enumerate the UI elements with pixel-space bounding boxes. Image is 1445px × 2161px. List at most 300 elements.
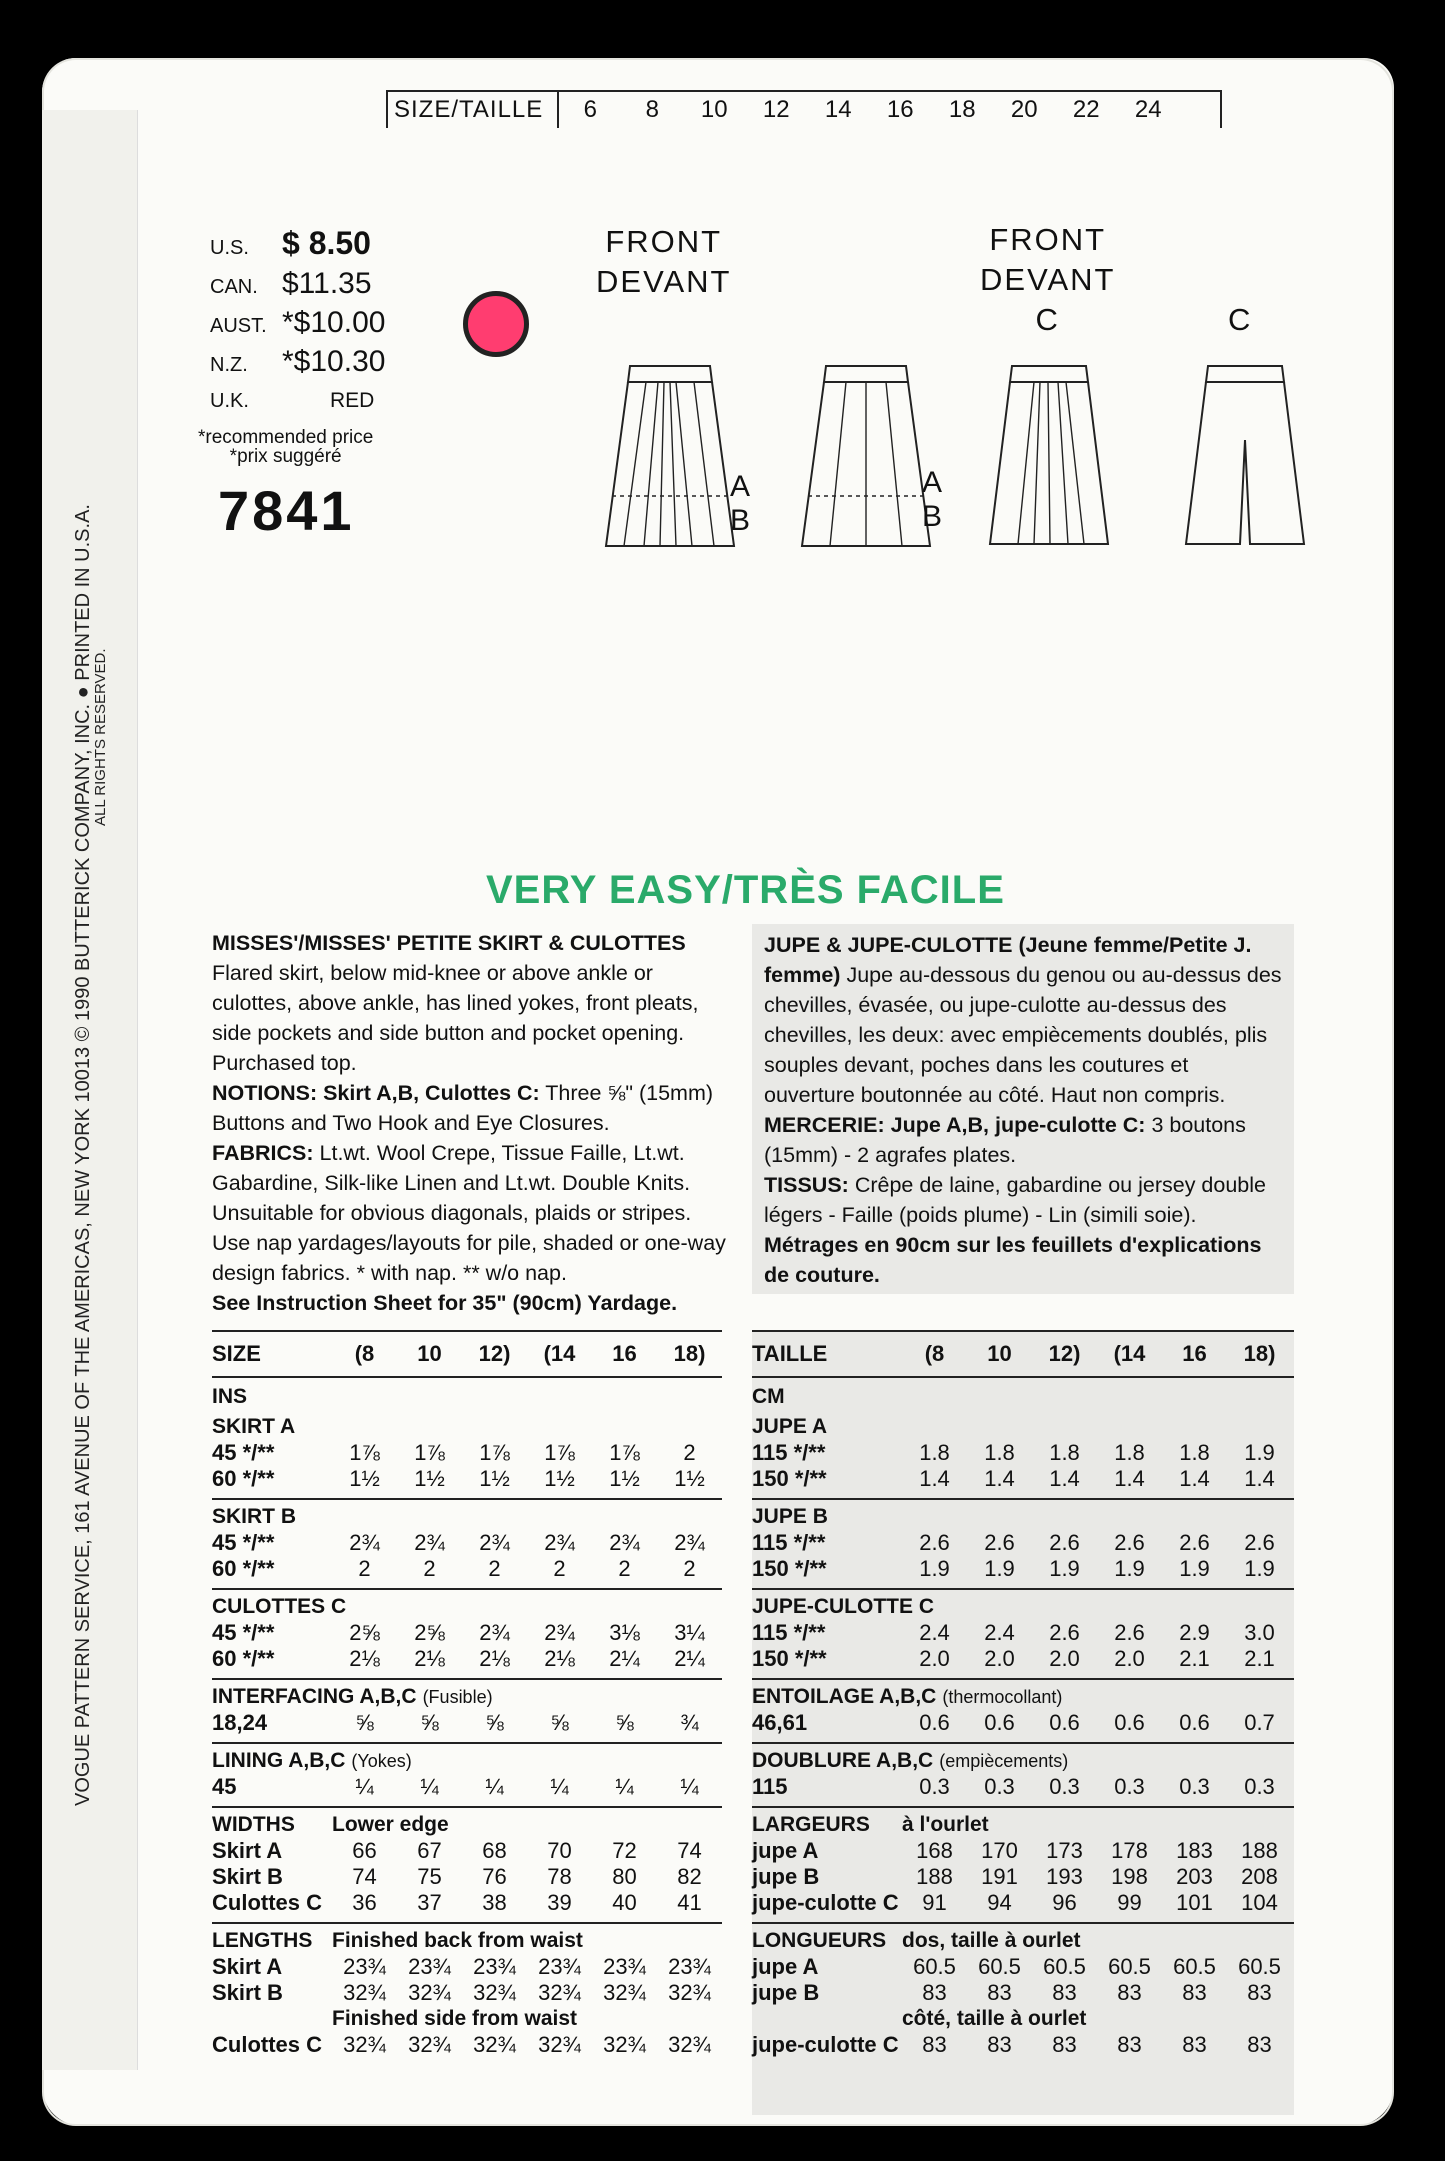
size-value: 8 [645, 96, 659, 123]
row-value: 208 [1241, 1864, 1278, 1889]
row-value: 32¾ [343, 2032, 386, 2057]
row-value: 2 [358, 1556, 371, 1581]
row-key: 150 */** [752, 1556, 827, 1581]
notions-views: Skirt A,B, Culottes C: [323, 1081, 540, 1105]
table-row [752, 1556, 1294, 1582]
mercerie-text: 3 boutons (15mm) - 2 agrafes plates. [764, 1113, 1246, 1167]
row-value: 74 [677, 1838, 702, 1863]
row-value: 1⅞ [544, 1440, 575, 1465]
row-value: 2.6 [984, 1530, 1015, 1555]
header-size: (8 [354, 1341, 375, 1366]
row-key: jupe B [752, 1980, 820, 2005]
row-value: 39 [547, 1890, 572, 1915]
section-title [752, 1684, 1294, 1710]
row-key: 45 */** [212, 1530, 275, 1555]
size-value: 24 [1134, 96, 1162, 123]
view-label-front-ab [596, 222, 731, 302]
row-value: 1.4 [919, 1466, 950, 1491]
row-value: 83 [1182, 2032, 1207, 2057]
section-title-text: DOUBLURE A,B,C [752, 1749, 934, 1772]
row-key: 45 */** [212, 1440, 275, 1465]
row-value: 2 [553, 1556, 566, 1581]
row-value: 0.3 [1114, 1774, 1145, 1799]
tissus-label: TISSUS: [764, 1173, 849, 1197]
section-title-text: LINING A,B,C [212, 1749, 346, 1772]
table-row [212, 1646, 722, 1672]
size-value: 18 [948, 96, 976, 123]
view-label-back-c [1228, 300, 1252, 340]
description-body-fr: Jupe au-dessous du genou ou au-dessus des chevilles, évasée, ou jupe-culotte au-dessus des chevilles, les deux: avec empiècements doublés, plis souples devant, poches dans les coutures et ouverture boutonnée au côté. Haut non compris. [764, 963, 1282, 1107]
row-value: 83 [922, 2032, 947, 2057]
row-value: 2⅛ [349, 1646, 380, 1671]
section-note: Finished side from waist [332, 2007, 578, 2030]
row-key: 46,61 [752, 1710, 808, 1735]
row-value: 76 [482, 1864, 507, 1889]
header-size: 12) [478, 1341, 511, 1366]
section-note: (empiècements) [939, 1751, 1069, 1771]
fabrics-label: FABRICS: [212, 1141, 314, 1165]
row-value: 2.0 [1049, 1646, 1080, 1671]
table-section [212, 1500, 722, 1590]
row-value: 1½ [479, 1466, 510, 1491]
table-row [752, 1530, 1294, 1556]
row-key: 60 */** [212, 1466, 275, 1491]
price-country: U.S. [210, 237, 249, 259]
row-value: 32¾ [668, 2032, 711, 2057]
row-value: 104 [1241, 1890, 1278, 1915]
row-value: 32¾ [603, 1980, 646, 2005]
row-key: Skirt A [212, 1838, 283, 1863]
row-value: 1.8 [1179, 1440, 1210, 1465]
row-value: 1.9 [1179, 1556, 1210, 1581]
row-value: 2.6 [1179, 1530, 1210, 1555]
row-value: 38 [482, 1890, 507, 1915]
row-value: 32¾ [668, 1980, 711, 2005]
row-value: 1.8 [919, 1440, 950, 1465]
row-value: 168 [916, 1838, 953, 1863]
units-label: INS [212, 1385, 248, 1408]
section-title [212, 1594, 722, 1620]
section-title [752, 1414, 1294, 1440]
table-section-widths [752, 1808, 1294, 1924]
row-value: 23¾ [668, 1954, 711, 1979]
table-row [212, 1530, 722, 1556]
difficulty-headline: VERY EASY/TRÈS FACILE [486, 868, 1005, 912]
row-value: 66 [352, 1838, 377, 1863]
recommended-en: *recommended price [198, 427, 374, 448]
table-section [212, 1680, 722, 1744]
row-value: 2¾ [609, 1530, 640, 1555]
row-value: ⅝ [615, 1710, 634, 1735]
size-value: 16 [886, 96, 914, 123]
metrages-text: Métrages en 90cm sur les feuillets d'explications de couture. [764, 1233, 1262, 1287]
culottes-front-illustration [984, 360, 1114, 550]
row-value: 36 [352, 1890, 377, 1915]
row-value: 0.6 [1179, 1710, 1210, 1735]
section-title-text: LONGUEURS [752, 1929, 887, 1952]
yardage-table-english [212, 1330, 722, 2064]
row-value: 1.4 [984, 1466, 1015, 1491]
table-row [752, 1440, 1294, 1466]
row-value: ⅝ [420, 1710, 439, 1735]
row-value: 101 [1176, 1890, 1213, 1915]
row-key: jupe B [752, 1864, 820, 1889]
description-french [752, 924, 1294, 1294]
row-value: 2.0 [984, 1646, 1015, 1671]
row-value: 83 [987, 2032, 1012, 2057]
row-value: 1⅞ [349, 1440, 380, 1465]
row-value: 2.0 [1114, 1646, 1145, 1671]
view-label-line: DEVANT [596, 264, 732, 299]
row-value: 70 [547, 1838, 572, 1863]
row-value: 60.5 [1173, 1954, 1216, 1979]
row-value: 2 [488, 1556, 501, 1581]
row-value: 0.6 [919, 1710, 950, 1735]
row-value: 173 [1046, 1838, 1083, 1863]
table-row [212, 1620, 722, 1646]
price-country: AUST. [210, 315, 267, 337]
table-row [212, 1838, 722, 1864]
section-title-text: JUPE A [752, 1415, 828, 1438]
size-value: 12 [762, 96, 790, 123]
row-value: 1.9 [1244, 1440, 1275, 1465]
row-value: 75 [417, 1864, 442, 1889]
row-value: 80 [612, 1864, 637, 1889]
row-value: 1.9 [984, 1556, 1015, 1581]
view-letter-a: A [922, 466, 943, 499]
row-value: 78 [547, 1864, 572, 1889]
table-row [212, 1864, 722, 1890]
row-value: 1½ [414, 1466, 445, 1491]
row-value: 68 [482, 1838, 507, 1863]
table-header [752, 1330, 1294, 1378]
section-title [752, 1504, 1294, 1530]
size-bar [386, 90, 1222, 128]
row-value: 1⅞ [609, 1440, 640, 1465]
section-note: (Fusible) [422, 1687, 493, 1707]
row-value: 2.6 [1244, 1530, 1275, 1555]
price-country: CAN. [210, 276, 258, 298]
row-value: ¼ [485, 1774, 504, 1799]
row-value: 60.5 [1108, 1954, 1151, 1979]
section-title [752, 1928, 1294, 1954]
row-value: 60.5 [913, 1954, 956, 1979]
row-value: 2.6 [919, 1530, 950, 1555]
row-key: 18,24 [212, 1710, 268, 1735]
row-value: 2.9 [1179, 1620, 1210, 1645]
row-value: 74 [352, 1864, 377, 1889]
table-section [752, 1410, 1294, 1500]
section-note: (Yokes) [351, 1751, 412, 1771]
row-value: 2¼ [674, 1646, 705, 1671]
row-value: 1.4 [1179, 1466, 1210, 1491]
row-key: jupe-culotte C [752, 1890, 899, 1915]
row-key: Skirt B [212, 1980, 283, 2005]
view-letters-ab [922, 466, 942, 534]
price-value: *$10.00 [282, 306, 386, 339]
table-row [212, 1440, 722, 1466]
row-value: 0.6 [984, 1710, 1015, 1735]
row-value: 191 [981, 1864, 1018, 1889]
row-key: 150 */** [752, 1466, 827, 1491]
row-key: Skirt A [212, 1954, 283, 1979]
row-value: 2⅛ [544, 1646, 575, 1671]
row-value: 60.5 [1043, 1954, 1086, 1979]
table-row [212, 1466, 722, 1492]
section-subtitle [752, 2006, 1294, 2032]
row-value: ¼ [550, 1774, 569, 1799]
row-key: 45 */** [212, 1620, 275, 1645]
row-value: 23¾ [408, 1954, 451, 1979]
section-title [212, 1414, 722, 1440]
table-row [752, 1980, 1294, 2006]
culottes-back-illustration [1180, 360, 1310, 550]
row-value: 2¾ [479, 1620, 510, 1645]
header-size: (14 [1113, 1341, 1146, 1366]
row-value: 2.6 [1049, 1620, 1080, 1645]
row-value: ⅝ [355, 1710, 374, 1735]
row-value: 0.6 [1049, 1710, 1080, 1735]
row-value: 188 [1241, 1838, 1278, 1863]
row-value: 1½ [609, 1466, 640, 1491]
header-label: SIZE [212, 1341, 261, 1366]
section-title-text: SKIRT A [212, 1415, 296, 1438]
row-value: ¾ [680, 1710, 699, 1735]
row-key: jupe-culotte C [752, 2032, 899, 2057]
row-value: 2 [618, 1556, 631, 1581]
row-value: 2.6 [1049, 1530, 1080, 1555]
row-value: 2¼ [609, 1646, 640, 1671]
row-value: 32¾ [408, 2032, 451, 2057]
header-size: 16 [1182, 1341, 1207, 1366]
row-value: 23¾ [538, 1954, 581, 1979]
row-value: 2¾ [674, 1530, 705, 1555]
view-label-front-c [980, 220, 1115, 340]
pattern-number: 7841 [218, 479, 355, 542]
row-value: 1.9 [1114, 1556, 1145, 1581]
price-value: *$10.30 [282, 345, 386, 378]
table-row [752, 1890, 1294, 1916]
row-key: 150 */** [752, 1646, 827, 1671]
row-value: 1½ [674, 1466, 705, 1491]
notions-label: NOTIONS: [212, 1081, 318, 1105]
row-value: 2 [683, 1556, 696, 1581]
row-key: 115 */** [752, 1530, 826, 1555]
table-section [212, 1410, 722, 1500]
price-value: RED [330, 389, 375, 412]
row-value: 23¾ [473, 1954, 516, 1979]
row-value: 2¾ [349, 1530, 380, 1555]
section-title [212, 1928, 722, 1954]
table-row [212, 1980, 722, 2006]
table-row [752, 1710, 1294, 1736]
row-value: 83 [1247, 1980, 1272, 2005]
row-key: 115 */** [752, 1440, 826, 1465]
row-value: 2.1 [1179, 1646, 1210, 1671]
row-value: 1.4 [1049, 1466, 1080, 1491]
row-value: 2 [683, 1440, 696, 1465]
description-title: MISSES'/MISSES' PETITE SKIRT & CULOTTES [212, 931, 686, 955]
fabrics-text: Lt.wt. Wool Crepe, Tissue Faille, Lt.wt. Gabardine, Silk-like Linen and Lt.wt. Double Knits. Unsuitable for obvious diagonals, plaids or stripes. Use nap yardages/layouts for pile, shaded or one-way design fabrics. * with nap. ** w/o nap. [212, 1141, 726, 1285]
row-value: 2.4 [919, 1620, 950, 1645]
row-value: ¼ [420, 1774, 439, 1799]
table-row [212, 1710, 722, 1736]
row-value: 3.0 [1244, 1620, 1275, 1645]
row-key: Culottes C [212, 1890, 322, 1915]
price-country: N.Z. [210, 354, 248, 376]
table-section [752, 1590, 1294, 1680]
table-row [212, 1774, 722, 1800]
section-title-text: ENTOILAGE A,B,C [752, 1685, 937, 1708]
price-list [210, 225, 385, 419]
section-title [212, 1684, 722, 1710]
section-title [212, 1812, 722, 1838]
price-value: $ 8.50 [282, 225, 371, 261]
row-value: 1½ [349, 1466, 380, 1491]
row-value: 83 [1117, 2032, 1142, 2057]
table-row [752, 1864, 1294, 1890]
row-value: 178 [1111, 1838, 1148, 1863]
row-value: 170 [981, 1838, 1018, 1863]
section-title-text: WIDTHS [212, 1813, 295, 1836]
row-value: 2¾ [544, 1620, 575, 1645]
row-key: 60 */** [212, 1556, 275, 1581]
header-size: 10 [987, 1341, 1012, 1366]
table-row [212, 1890, 722, 1916]
price-value: $11.35 [282, 267, 372, 300]
description-english [212, 928, 726, 1318]
size-value: 6 [583, 96, 597, 123]
units-label: CM [752, 1385, 785, 1408]
row-key: jupe A [752, 1838, 819, 1863]
view-letter-b: B [730, 504, 751, 537]
view-label-line: C [1035, 302, 1060, 337]
row-value: ¼ [615, 1774, 634, 1799]
section-note: côté, taille à ourlet [902, 2007, 1087, 2030]
row-value: 1.4 [1114, 1466, 1145, 1491]
row-value: 0.3 [1244, 1774, 1275, 1799]
row-value: 96 [1052, 1890, 1077, 1915]
header-size: 10 [417, 1341, 442, 1366]
section-title-text: LENGTHS [212, 1929, 313, 1952]
skirt-front-illustration [600, 360, 740, 550]
row-value: 3⅛ [609, 1620, 640, 1645]
see-instructions: See Instruction Sheet for 35" (90cm) Yardage. [212, 1291, 678, 1315]
color-dot [463, 291, 529, 357]
section-title-text: INTERFACING A,B,C [212, 1685, 417, 1708]
table-section-widths [212, 1808, 722, 1924]
row-value: 83 [1182, 1980, 1207, 2005]
size-value: 20 [1010, 96, 1038, 123]
row-value: 0.3 [1049, 1774, 1080, 1799]
table-section [212, 1590, 722, 1680]
row-value: 37 [417, 1890, 442, 1915]
row-value: 2.1 [1244, 1646, 1275, 1671]
row-value: 32¾ [408, 1980, 451, 2005]
row-value: 1.9 [919, 1556, 950, 1581]
section-note: à l'ourlet [902, 1813, 989, 1836]
row-value: 32¾ [538, 2032, 581, 2057]
table-row [752, 1466, 1294, 1492]
table-row [212, 1954, 722, 1980]
row-key: 115 [752, 1774, 788, 1799]
section-subtitle [212, 2006, 722, 2032]
view-letter-b: B [922, 500, 943, 533]
row-value: 99 [1117, 1890, 1142, 1915]
row-value: 3¼ [674, 1620, 705, 1645]
row-value: 41 [677, 1890, 702, 1915]
table-section [752, 1680, 1294, 1744]
view-label-line: C [1228, 302, 1253, 337]
row-value: 91 [922, 1890, 947, 1915]
size-value: 14 [824, 96, 852, 123]
header-size: 18) [1243, 1341, 1276, 1366]
row-value: 72 [612, 1838, 637, 1863]
row-value: 193 [1046, 1864, 1083, 1889]
row-value: 83 [1052, 2032, 1077, 2057]
row-value: 32¾ [473, 1980, 516, 2005]
row-value: 83 [1052, 1980, 1077, 2005]
section-note: Lower edge [332, 1813, 449, 1836]
row-value: 67 [417, 1838, 442, 1863]
row-value: 203 [1176, 1864, 1213, 1889]
row-value: 1.8 [1114, 1440, 1145, 1465]
row-value: 188 [916, 1864, 953, 1889]
skirt-back-illustration [796, 360, 936, 550]
header-size: 16 [612, 1341, 637, 1366]
tissus-text: Crêpe de laine, gabardine ou jersey double légers - Faille (poids plume) - Lin (simili soie). [764, 1173, 1266, 1227]
recommended-fr: *prix suggéré [229, 446, 342, 467]
row-value: 1.8 [1049, 1440, 1080, 1465]
size-value: 22 [1072, 96, 1100, 123]
row-value: 2¾ [544, 1530, 575, 1555]
row-value: 198 [1111, 1864, 1148, 1889]
row-value: 2.4 [984, 1620, 1015, 1645]
row-key: Culottes C [212, 2032, 322, 2057]
section-note: (thermocollant) [942, 1687, 1063, 1707]
row-value: ⅝ [550, 1710, 569, 1735]
table-row [752, 1620, 1294, 1646]
row-value: 183 [1176, 1838, 1213, 1863]
row-value: 1.9 [1244, 1556, 1275, 1581]
table-section [752, 1500, 1294, 1590]
row-key: 115 */** [752, 1620, 826, 1645]
section-title [212, 1504, 722, 1530]
section-title-text: LARGEURS [752, 1813, 870, 1836]
row-value: 94 [987, 1890, 1012, 1915]
price-country: U.K. [210, 390, 249, 412]
row-value: 23¾ [603, 1954, 646, 1979]
section-title-text: JUPE B [752, 1505, 828, 1528]
row-value: 83 [922, 1980, 947, 2005]
row-value: 2⅝ [414, 1620, 445, 1645]
view-letters-ab [730, 470, 750, 538]
table-row [752, 1838, 1294, 1864]
row-value: 23¾ [343, 1954, 386, 1979]
row-key: Skirt B [212, 1864, 283, 1889]
section-title-text: CULOTTES C [212, 1595, 347, 1618]
view-letter-a: A [730, 470, 751, 503]
table-row [752, 1774, 1294, 1800]
table-section-lengths [752, 1924, 1294, 2064]
yardage-table-french [752, 1330, 1294, 2115]
table-row [212, 2032, 722, 2058]
section-note: Finished back from waist [332, 1929, 583, 1952]
view-label-line: FRONT [605, 224, 723, 259]
header-size: (8 [924, 1341, 945, 1366]
section-title-text: SKIRT B [212, 1505, 296, 1528]
row-value: 0.3 [984, 1774, 1015, 1799]
